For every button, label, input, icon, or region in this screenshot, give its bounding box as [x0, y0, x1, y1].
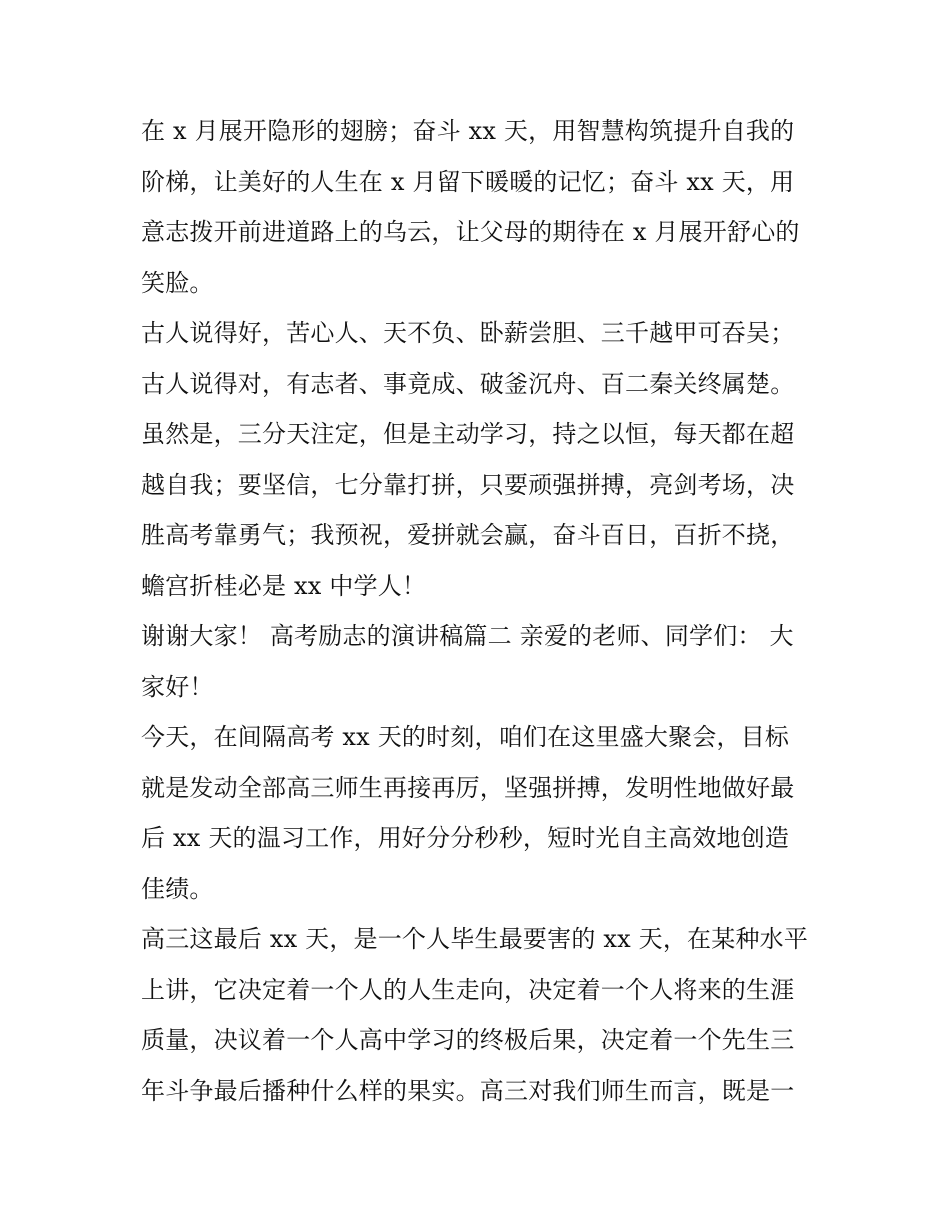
text-line: 在 x 月展开隐形的翅膀；奋斗 xx 天，用智慧构筑提升自我的 [141, 117, 795, 145]
text-line: 古人说得对，有志者、事竟成、破釜沉舟、百二秦关终属楚。 [141, 369, 795, 398]
text-line: 越自我；要坚信，七分靠打拼，只要顽强拼搏，亮剑考场，决 [141, 470, 795, 499]
text-line: 上讲，它决定着一个人的人生走向，决定着一个人将来的生涯 [141, 975, 795, 1004]
text-line: 意志拨开前进道路上的乌云，让父母的期待在 x 月展开舒心的 [141, 218, 800, 246]
text-line: 年斗争最后播种什么样的果实。高三对我们师生而言，既是一 [141, 1076, 795, 1105]
text-line: 谢谢大家！ 高考励志的演讲稿篇二 亲爱的老师、同学们： 大 [141, 622, 794, 650]
text-line: 后 xx 天的温习工作，用好分分秒秒，短时光自主高效地创造 [141, 824, 790, 852]
text-line: 佳绩。 [141, 874, 214, 903]
text-line: 阶梯，让美好的人生在 x 月留下暖暖的记忆；奋斗 xx 天，用 [141, 167, 795, 196]
text-line: 质量，决议着一个人高中学习的终极后果，决定着一个先生三 [141, 1026, 795, 1054]
text-line: 家好！ [141, 672, 214, 701]
text-line: 就是发动全部高三师生再接再厉，坚强拼搏，发明性地做好最 [141, 773, 795, 802]
text-line: 蟾宫折桂必是 xx 中学人！ [141, 571, 427, 600]
text-line: 今天，在间隔高考 xx 天的时刻，咱们在这里盛大聚会，目标 [141, 723, 790, 751]
text-line: 古人说得好，苦心人、天不负、卧薪尝胆、三千越甲可吞吴； [141, 319, 795, 347]
text-line: 高三这最后 xx 天，是一个人毕生最要害的 xx 天，在某种水平 [141, 925, 809, 953]
text-line: 虽然是，三分天注定，但是主动学习，持之以恒，每天都在超 [141, 420, 795, 448]
text-line: 笑脸。 [141, 268, 214, 297]
document-body [141, 106, 821, 1116]
text-line: 胜高考靠勇气；我预祝，爱拼就会赢，奋斗百日，百折不挠， [141, 521, 795, 549]
